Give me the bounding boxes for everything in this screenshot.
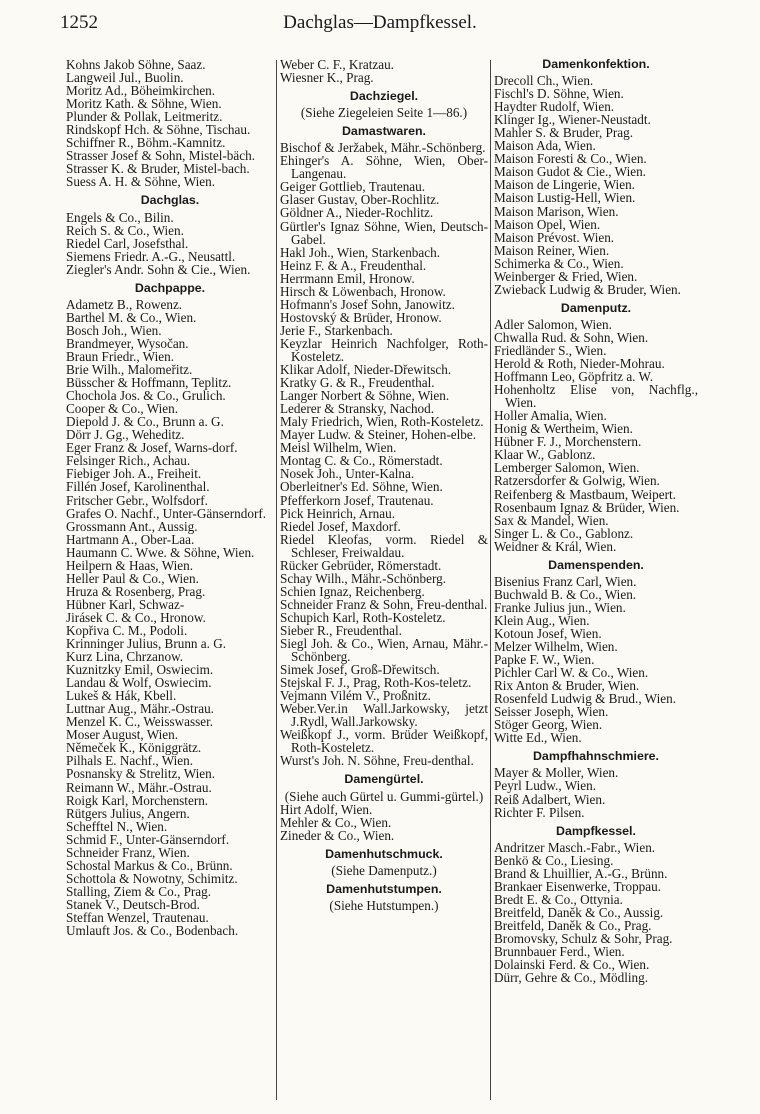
directory-entry: Hofmann's Josef Sohn, Janowitz. <box>280 296 455 312</box>
directory-entry: Lukeš & Hák, Kbell. <box>66 688 177 704</box>
directory-entry: Schefftel N., Wien. <box>66 818 168 834</box>
directory-entry: Pick Heinrich, Arnau. <box>280 505 395 521</box>
directory-entry: Stalling, Ziem & Co., Prag. <box>66 883 212 899</box>
directory-entry: Maison Prévost. Wien. <box>494 229 615 245</box>
directory-entry: Kopřiva C. M., Podoli. <box>66 622 188 638</box>
directory-entry: Schottola & Nowotny, Schimitz. <box>66 870 238 886</box>
directory-entry: Kotoun Josef, Wien. <box>494 625 602 641</box>
directory-entry: Brand & Lhuillier, A.-G., Brünn. <box>494 865 668 881</box>
directory-entry: Riedel Kleofas, vorm. Riedel & Schleser, Freiwaldau. <box>280 531 488 560</box>
directory-entry: Schay Wilh., Mähr.-Schönberg. <box>280 570 447 586</box>
directory-entry: Steffan Wenzel, Trautenau. <box>66 910 209 925</box>
directory-entry: Felsinger Rich., Achau. <box>66 453 191 469</box>
section-heading: Damengürtel. <box>344 772 424 787</box>
directory-entry: Haydter Rudolf, Wien. <box>494 99 615 115</box>
directory-entry: Heller Paul & Co., Wien. <box>66 570 199 586</box>
directory-entry: Papke F. W., Wien. <box>494 652 595 668</box>
column-1 <box>66 58 274 937</box>
directory-entry: Klikar Adolf, Nieder-Dřewitsch. <box>280 362 452 378</box>
directory-entry: Siegl Joh. & Co., Wien, Arnau, Mähr.-Schönberg. <box>280 636 488 665</box>
section-heading: Damenputz. <box>560 300 632 315</box>
directory-entry: Fillén Josef, Karolinenthal. <box>66 479 210 495</box>
directory-entry: Hakl Joh., Wien, Starkenbach. <box>280 244 441 260</box>
directory-entry: Krinninger Julius, Brunn a. G. <box>66 636 227 652</box>
section-heading: Damastwaren. <box>341 124 427 139</box>
cross-reference-note: (Siehe Hutstumpen.) <box>329 897 439 913</box>
directory-entry: Eger Franz & Josef, Warns-dorf. <box>66 440 238 456</box>
directory-entry: Klinger Ig., Wiener-Neustadt. <box>494 112 651 128</box>
directory-entry: Schupich Karl, Roth-Kosteletz. <box>280 609 446 625</box>
directory-entry: Simek Josef, Groß-Dřewitsch. <box>280 662 440 678</box>
section-heading: Damenhutschmuck. <box>325 846 443 861</box>
directory-entry: Hostovský & Brüder, Hronow. <box>280 309 442 325</box>
directory-entry: Büsscher & Hoffmann, Teplitz. <box>66 375 232 391</box>
directory-entry: Honig & Wertheim, Wien. <box>494 421 633 437</box>
directory-entry: Landau & Wolf, Oswiecim. <box>66 675 212 691</box>
directory-entry: Luttnar Aug., Mähr.-Ostrau. <box>66 701 214 717</box>
directory-entry: Schimerka & Co., Wien. <box>494 255 624 271</box>
directory-entry: Maly Friedrich, Wien, Roth-Kosteletz. <box>280 414 484 430</box>
directory-entry: Breitfeld, Daněk & Co., Aussig. <box>494 904 664 920</box>
directory-entry: Fiebiger Joh. A., Freiheit. <box>66 466 202 482</box>
directory-entry: Rütgers Julius, Angern. <box>66 805 190 821</box>
directory-entry: Posnansky & Strelitz, Wien. <box>66 766 216 782</box>
directory-entry: Chwalla Rud. & Sohn, Wien. <box>494 329 649 345</box>
directory-entry: Reimann W., Mähr.-Ostrau. <box>66 779 212 795</box>
directory-entry: Brie Wilh., Malomeřitz. <box>66 362 193 378</box>
directory-entry: Hübner F. J., Morchenstern. <box>494 434 642 450</box>
directory-entry: Moser August, Wien. <box>66 727 179 743</box>
directory-entry: Oberleitner's Ed. Söhne, Wien. <box>280 479 443 495</box>
directory-entry: Siemens Friedr. A.-G., Neusattl. <box>66 248 236 264</box>
directory-entry: Lemberger Salomon, Wien. <box>494 460 640 476</box>
directory-entry: Maison Gudot & Cie., Wien. <box>494 164 646 180</box>
directory-entry: Weinberger & Fried, Wien. <box>494 268 638 284</box>
directory-entry: Schostal Markus & Co., Brünn. <box>66 857 233 873</box>
directory-entry: Reiß Adalbert, Wien. <box>494 791 606 807</box>
directory-entry: Langweil Jul., Buolin. <box>66 70 184 86</box>
directory-entry: Maison Reiner, Wien. <box>494 242 610 258</box>
directory-entry: Mehler & Co., Wien. <box>280 814 392 830</box>
directory-entry: Bredt E. & Co., Ottynia. <box>494 891 623 907</box>
directory-entry: Pfefferkorn Josef, Trautenau. <box>280 492 434 508</box>
directory-entry: Reich S. & Co., Wien. <box>66 222 184 238</box>
directory-entry: Hruza & Rosenberg, Prag. <box>66 583 206 599</box>
directory-entry: Holler Amalia, Wien. <box>494 408 607 424</box>
directory-entry: Brunnbauer Ferd., Wien. <box>494 944 625 960</box>
directory-entry: Schneider Franz, Wien. <box>66 844 190 860</box>
directory-entry: Pichler Carl W. & Co., Wien. <box>494 665 649 681</box>
directory-entry: Wurst's Joh. N. Söhne, Freu-denthal. <box>280 753 474 769</box>
directory-entry: Zwieback Ludwig & Bruder, Wien. <box>494 281 681 297</box>
section-heading: Dachglas. <box>140 193 200 208</box>
page-number: 1252 <box>60 12 98 33</box>
directory-entry: Bischof & Jeržabek, Mähr.-Schönberg. <box>280 140 486 156</box>
section-heading: Dampfkessel. <box>556 823 636 838</box>
directory-entry: Strasser K. & Bruder, Mistel-bach. <box>66 161 250 177</box>
directory-entry: Friedländer S., Wien. <box>494 342 607 358</box>
directory-entry: Menzel K. C., Weisswasser. <box>66 714 214 730</box>
directory-entry: Franke Julius jun., Wien. <box>494 599 626 615</box>
directory-entry: Maison Ada, Wien. <box>494 138 596 154</box>
directory-entry: Bosch Joh., Wien. <box>66 322 162 338</box>
directory-entry: Wiesner K., Prag. <box>280 70 374 86</box>
directory-entry: Chochola Jos. & Co., Grulich. <box>66 388 226 404</box>
directory-entry: Hirt Adolf, Wien. <box>280 801 373 817</box>
directory-entry: Weber.Ver.in Wall.Jarkowsky, jetzt J.Rydl, Wall.Jarkowsky. <box>280 701 488 730</box>
directory-entry: Langer Norbert & Söhne, Wien. <box>280 388 450 404</box>
directory-entry: Klaar W., Gablonz. <box>494 447 596 463</box>
directory-entry: Strasser Josef & Sohn, Mistel-bäch. <box>66 148 255 164</box>
directory-entry: Andritzer Masch.-Fabr., Wien. <box>494 839 656 855</box>
directory-entry: Roigk Karl, Morchenstern. <box>66 792 209 808</box>
directory-entry: Nosek Joh., Unter-Kalna. <box>280 466 415 482</box>
directory-entry: Breitfeld, Daněk & Co., Prag. <box>494 917 652 933</box>
directory-entry: Weidner & Král, Wien. <box>494 538 617 554</box>
directory-entry: Schien Ignaz, Reichenberg. <box>280 583 425 599</box>
directory-entry: Lederer & Stransky, Nachod. <box>280 401 435 417</box>
directory-entry: Barthel M. & Co., Wien. <box>66 309 197 325</box>
section-heading: Dachpappe. <box>134 280 206 295</box>
directory-entry: Engels & Co., Bilin. <box>66 209 174 225</box>
directory-entry: Suess A. H. & Söhne, Wien. <box>66 174 216 190</box>
directory-entry: Adametz B., Rowenz. <box>66 296 183 312</box>
column-divider <box>490 60 491 1100</box>
directory-entry: Witte Ed., Wien. <box>494 730 582 746</box>
directory-entry: Umlauft Jos. & Co., Bodenbach. <box>66 923 239 939</box>
directory-entry: Klein Aug., Wien. <box>494 612 590 628</box>
section-heading: Damenhutstumpen. <box>326 881 442 896</box>
directory-entry: Mahler S. & Bruder, Prag. <box>494 125 634 141</box>
directory-entry: Jirásek C. & Co., Hronow. <box>66 609 206 625</box>
section-heading: Damenkonfektion. <box>542 57 650 71</box>
directory-entry: Herold & Roth, Nieder-Mohrau. <box>494 356 665 372</box>
directory-entry: Zineder & Co., Wien. <box>280 827 395 843</box>
directory-entry: Seisser Joseph, Wien. <box>494 704 609 720</box>
directory-entry: Hohenholtz Elise von, Nachflg., Wien. <box>494 382 698 411</box>
directory-entry: Rix Anton & Bruder, Wien. <box>494 678 640 694</box>
directory-entry: Melzer Wilhelm, Wien. <box>494 639 618 655</box>
directory-entry: Kratky G. & R., Freudenthal. <box>280 375 435 391</box>
directory-entry: Moritz Kath. & Söhne, Wien. <box>66 96 222 112</box>
directory-entry: Dolainski Ferd. & Co., Wien. <box>494 957 650 973</box>
directory-entry: Buchwald B. & Co., Wien. <box>494 586 637 602</box>
directory-entry: Geiger Gottlieb, Trautenau. <box>280 179 426 195</box>
directory-entry: Sax & Mandel, Wien. <box>494 512 609 528</box>
directory-entry: Maison Marison, Wien. <box>494 203 619 219</box>
directory-entry: Heinz F. & A., Freudenthal. <box>280 257 427 273</box>
directory-entry: Stöger Georg, Wien. <box>494 717 603 733</box>
page-title: Dachglas—Dampfkessel. <box>283 12 477 33</box>
directory-entry: Diepold J. & Co., Brunn a. G. <box>66 414 224 430</box>
directory-entry: Sieber R., Freudenthal. <box>280 622 402 638</box>
directory-entry: Adler Salomon, Wien. <box>494 316 612 332</box>
directory-entry: Haumann C. Wwe. & Söhne, Wien. <box>66 544 255 560</box>
directory-entry: Dörr J. Gg., Weheditz. <box>66 427 185 443</box>
directory-entry: Maison Opel, Wien. <box>494 216 601 232</box>
directory-entry: Pilhals E. Nachf., Wien. <box>66 753 194 769</box>
directory-entry: Rosenfeld Ludwig & Brud., Wien. <box>494 691 676 707</box>
directory-entry: Maison de Lingerie, Wien. <box>494 177 635 193</box>
directory-entry: Grossmann Ant., Aussig. <box>66 518 198 534</box>
directory-entry: Jerie F., Starkenbach. <box>280 322 393 338</box>
directory-entry: Bromovsky, Schulz & Sohr, Prag. <box>494 931 673 946</box>
directory-entry: Bisenius Franz Carl, Wien. <box>494 573 637 589</box>
directory-entry: Richter F. Pilsen. <box>494 804 585 820</box>
directory-entry: Ziegler's Andr. Sohn & Cie., Wien. <box>66 261 251 277</box>
column-3 <box>494 58 698 984</box>
directory-entry: Hübner Karl, Schwaz- <box>66 596 185 612</box>
directory-entry: Kuznitzky Emil, Oswiecim. <box>66 662 214 678</box>
directory-entry: Singer L. & Co., Gablonz. <box>494 525 634 541</box>
directory-entry: Cooper & Co., Wien. <box>66 401 179 417</box>
directory-entry: Fischl's D. Söhne, Wien. <box>494 86 624 102</box>
directory-entry: Kohns Jakob Söhne, Saaz. <box>66 57 206 72</box>
directory-entry: Göldner A., Nieder-Rochlitz. <box>280 205 434 221</box>
directory-entry: Rindskopf Hch. & Söhne, Tischau. <box>66 122 251 138</box>
directory-entry: Grafes O. Nachf., Unter-Gänserndorf. <box>66 505 267 521</box>
directory-entry: Rücker Gebrüder, Römerstadt. <box>280 557 442 573</box>
section-heading: Dampfhahnschmiere. <box>532 749 659 764</box>
section-heading: Damenspenden. <box>548 557 644 572</box>
directory-entry: Glaser Gustav, Ober-Rochlitz. <box>280 192 440 208</box>
directory-entry: Mayer & Moller, Wien. <box>494 765 619 781</box>
directory-entry: Reifenberg & Mastbaum, Weipert. <box>494 486 676 502</box>
directory-entry: Montag C. & Co., Römerstadt. <box>280 453 443 469</box>
directory-entry: Weber C. F., Kratzau. <box>280 57 394 72</box>
directory-entry: Kurz Lina, Chrzanow. <box>66 649 184 665</box>
directory-entry: Rosenbaum Ignaz & Brüder, Wien. <box>494 499 680 515</box>
directory-entry: Weißkopf J., vorm. Brüder Weißkopf, Roth-Kosteletz. <box>280 727 488 756</box>
directory-entry: Schneider Franz & Sohn, Freu-denthal. <box>280 596 488 612</box>
directory-entry: Stanek V., Deutsch-Brod. <box>66 896 200 912</box>
directory-entry: Maison Lustig-Hell, Wien. <box>494 190 636 206</box>
directory-entry: Gürtler's Ignaz Söhne, Wien, Deutsch-Gabel. <box>280 218 488 247</box>
directory-entry: Schmid F., Unter-Gänserndorf. <box>66 831 230 847</box>
directory-entry: Schiffner R., Böhm.-Kamnitz. <box>66 135 226 151</box>
cross-reference-note: (Siehe Ziegeleien Seite 1—86.) <box>300 105 468 121</box>
directory-entry: Brandmeyer, Wysočan. <box>66 335 189 351</box>
directory-entry: Heilpern & Haas, Wien. <box>66 557 194 573</box>
directory-entry: Stejskal F. J., Prag, Roth-Kos-teletz. <box>280 675 472 691</box>
directory-entry: Dürr, Gehre & Co., Mödling. <box>494 970 649 986</box>
column-divider <box>276 60 277 1100</box>
section-heading: Dachziegel. <box>349 89 419 104</box>
column-2 <box>280 58 488 912</box>
directory-entry: Brankaer Eisenwerke, Troppau. <box>494 878 662 894</box>
directory-entry: Braun Friedr., Wien. <box>66 348 175 364</box>
directory-entry: Herrmann Emil, Hronow. <box>280 270 415 286</box>
directory-entry: Riedel Josef, Maxdorf. <box>280 518 401 534</box>
directory-entry: Meisl Wilhelm, Wien. <box>280 440 397 456</box>
directory-entry: Plunder & Pollak, Leitmeritz. <box>66 109 223 125</box>
directory-entry: Drecoll Ch., Wien. <box>494 73 594 89</box>
directory-entry: Keyzlar Heinrich Nachfolger, Roth-Kosteletz. <box>280 335 488 364</box>
directory-entry: Peyrl Ludw., Wien. <box>494 778 597 794</box>
directory-entry: Ehinger's A. Söhne, Wien, Ober-Langenau. <box>280 153 488 182</box>
directory-entry: Mayer Ludw. & Steiner, Hohen-elbe. <box>280 427 477 443</box>
directory-entry: Hoffmann Leo, Göpfritz a. W. <box>494 369 654 385</box>
directory-entry: Maison Foresti & Co., Wien. <box>494 151 647 167</box>
directory-entry: Němeček K., Königgrätz. <box>66 740 202 756</box>
directory-entry: Hartmann A., Ober-Laa. <box>66 531 195 547</box>
directory-entry: Vejmann Vilém V., Proßnitz. <box>280 688 431 704</box>
directory-entry: Benkö & Co., Liesing. <box>494 852 614 868</box>
directory-entry: Riedel Carl, Josefsthal. <box>66 235 189 251</box>
cross-reference-note: (Siehe auch Gürtel u. Gummi-gürtel.) <box>284 788 484 804</box>
directory-entry: Ratzersdorfer & Golwig, Wien. <box>494 473 660 489</box>
directory-entry: Fritscher Gebr., Wolfsdorf. <box>66 492 208 508</box>
cross-reference-note: (Siehe Damenputz.) <box>331 862 437 878</box>
directory-entry: Hirsch & Löwenbach, Hronow. <box>280 283 446 299</box>
page-header <box>60 12 700 38</box>
directory-entry: Moritz Ad., Böheimkirchen. <box>66 83 216 99</box>
